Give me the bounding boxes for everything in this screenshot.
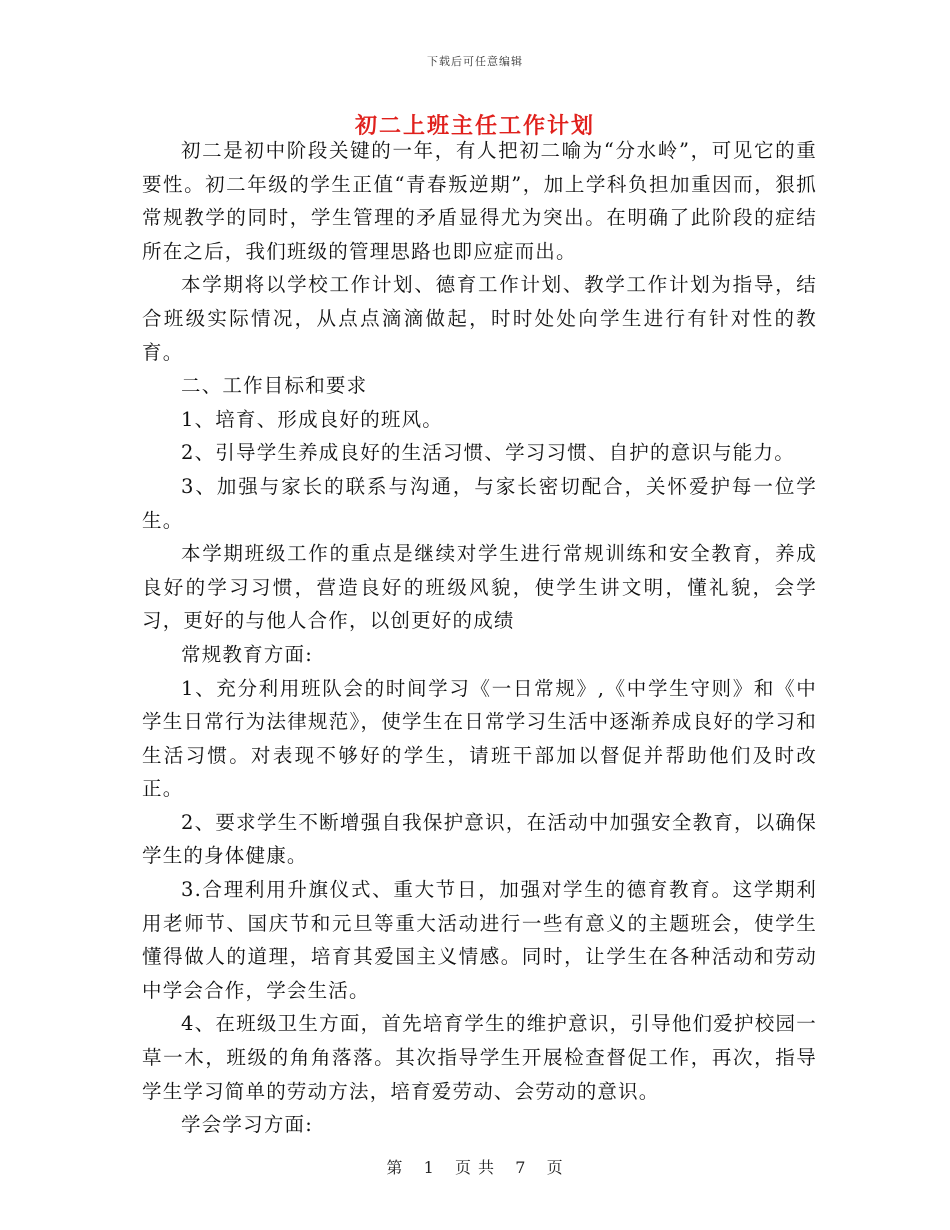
list-item: 3、加强与家长的联系与沟通，与家长密切配合，关怀爱护每一位学生。 (142, 474, 817, 532)
footer-suffix: 页 (546, 1158, 564, 1177)
paragraph: 本学期将以学校工作计划、德育工作计划、教学工作计划为指导，结合班级实际情况，从点点滴滴做起，时时处处向学生进行有针对性的教育。 (142, 273, 817, 364)
section-heading: 学会学习方面: (181, 1113, 313, 1137)
current-page-number: 1 (423, 1158, 435, 1177)
section-heading: 常规教育方面: (181, 642, 313, 666)
list-item: 2、要求学生不断增强自我保护意识，在活动中加强安全教育，以确保学生的身体健康。 (142, 810, 817, 868)
footer-middle: 页 共 (454, 1158, 496, 1177)
footer-prefix: 第 (386, 1158, 404, 1177)
list-item: 4、在班级卫生方面，首先培育学生的维护意识，引导他们爱护校园一草一木，班级的角角落落。其次指导学生开展检查督促工作，再次，指导学生学习简单的劳动方法，培育爱劳动、会劳动的意识。 (142, 1012, 817, 1103)
list-item: 3.合理利用升旗仪式、重大节日，加强对学生的德育教育。这学期利用老师节、国庆节和元旦等重大活动进行一些有意义的主题班会，使学生懂得做人的道理，培育其爱国主义情感。同时，让学生在各种活动和劳动中学会合作，学会生活。 (142, 878, 817, 1002)
section-heading: 二、工作目标和要求 (181, 374, 368, 398)
document-title: 初二上班主任工作计划 (354, 113, 595, 139)
total-page-count: 7 (515, 1158, 527, 1177)
paragraph: 初二是初中阶段关键的一年，有人把初二喻为“分水岭”，可见它的重要性。初二年级的学生正值“青春叛逆期”，加上学科负担加重因而，狠抓常规教学的同时，学生管理的矛盾显得尤为突出。在明确了此阶段的症结所在之后，我们班级的管理思路也即应症而出。 (142, 139, 817, 263)
list-item: 1、充分利用班队会的时间学习《一日常规》,《中学生守则》和《中学生日常行为法律规范》，使学生在日常学习生活中逐渐养成良好的学习和生活习惯。对表现不够好的学生，请班干部加以督促并帮助他们及时改正。 (142, 676, 817, 801)
paragraph: 本学期班级工作的重点是继续对学生进行常规训练和安全教育，养成良好的学习习惯，营造良好的班级风貌，使学生讲文明，懂礼貌，会学习，更好的与他人合作，以创更好的成绩 (142, 542, 817, 633)
header-note: 下载后可任意编辑 (427, 55, 523, 68)
list-item: 2、引导学生养成良好的生活习惯、学习习惯、自护的意识与能力。 (181, 441, 795, 465)
list-item: 1、培育、形成良好的班风。 (181, 407, 444, 431)
page-footer (0, 1155, 950, 1178)
document-body (142, 134, 817, 1142)
